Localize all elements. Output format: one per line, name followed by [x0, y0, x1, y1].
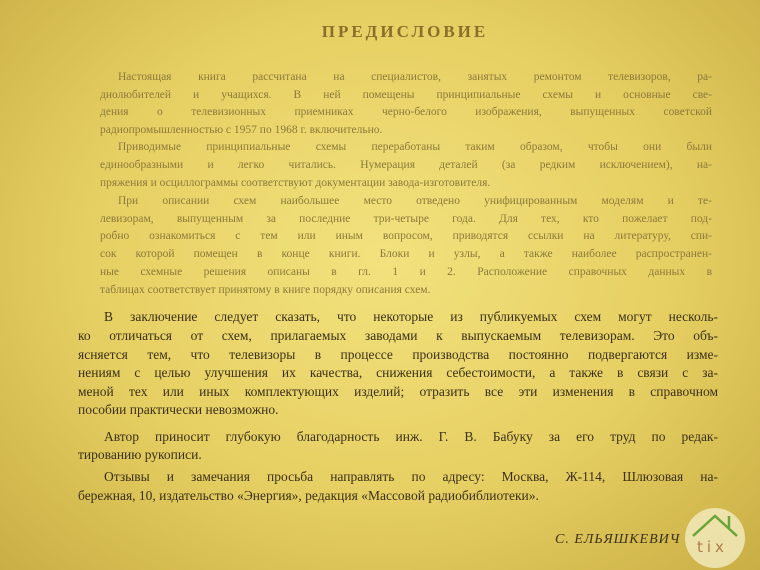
- paragraph-line: Приводимые принципиальные схемы переработаны таким образом, чтобы они были: [118, 141, 712, 153]
- author-signature: С. ЕЛЬЯШКЕВИЧ: [555, 532, 681, 547]
- paragraph-line: тированию рукописи.: [78, 447, 202, 462]
- paragraph-line: пособии практически невозможно.: [78, 402, 279, 417]
- paragraph-line: диолюбителей и учащихся. В ней помещены принципиальные схемы и основные све-: [100, 89, 712, 101]
- paragraph-line: ясняется тем, что телевизоры в процессе производства постоянно подвергаются изме-: [78, 347, 718, 362]
- svg-text:tix: tix: [697, 538, 728, 556]
- paragraph-line: Автор приносит глубокую благодарность инж. Г. В. Бабуку за его труд по редак-: [104, 429, 718, 444]
- paragraph-line: нениям с целью улучшения их качества, снижения себестоимости, а также в связи с за-: [78, 365, 718, 380]
- paragraph-line: бережная, 10, издательство «Энергия», редакция «Массовой радиобиблиотеки».: [78, 488, 539, 503]
- watermark-logo: [685, 508, 745, 568]
- paragraph-line: левизорам, выпущенным за последние три-четыре года. Для тех, кто пожелает под-: [100, 213, 712, 225]
- paragraph-line: таблицах соответствует принятому в книге порядку описания схем.: [100, 284, 431, 296]
- paragraph-line: Настоящая книга рассчитана на специалистов, занятых ремонтом телевизоров, ра-: [118, 71, 712, 83]
- paragraph-line: радиопромышленностью с 1957 по 1968 г. включительно.: [100, 124, 383, 136]
- paragraph-line: При описании схем наибольшее место отведено унифицированным моделям и те-: [118, 195, 712, 207]
- paragraph-line: робно ознакомиться с тем или иным вопросом, приводятся ссылки на литературу, спи-: [100, 230, 712, 242]
- paragraph-line: ные схемные решения описаны в гл. 1 и 2. Расположение справочных данных в: [100, 266, 712, 278]
- page-title: ПРЕДИСЛОВИЕ: [321, 22, 489, 41]
- paragraph-line: пряжения и осциллограммы соответствуют документации завода-изготовителя.: [100, 177, 491, 189]
- paragraph-line: меной тех или иных комплектующих изделий; отразить все эти изменения в справочном: [78, 384, 718, 399]
- paragraph-line: Отзывы и замечания просьба направлять по адресу: Москва, Ж-114, Шлюзовая на-: [104, 469, 718, 484]
- paragraph-line: В заключение следует сказать, что некоторые из публикуемых схем могут несколь-: [104, 309, 718, 324]
- paragraph-line: ко отличаться от схем, прилагаемых заводами к выпускаемым телевизорам. Это объ-: [78, 328, 718, 343]
- paragraph-line: дения о телевизионных приемниках черно-белого изображения, выпущенных советской: [100, 106, 712, 118]
- paragraph-line: единообразными и легко читались. Нумерация деталей (за редким исключением), на-: [100, 159, 712, 171]
- house-icon: [685, 508, 745, 568]
- paragraph-line: сок которой помещен в конце книги. Блоки и узлы, а также наиболее распространен-: [100, 248, 712, 260]
